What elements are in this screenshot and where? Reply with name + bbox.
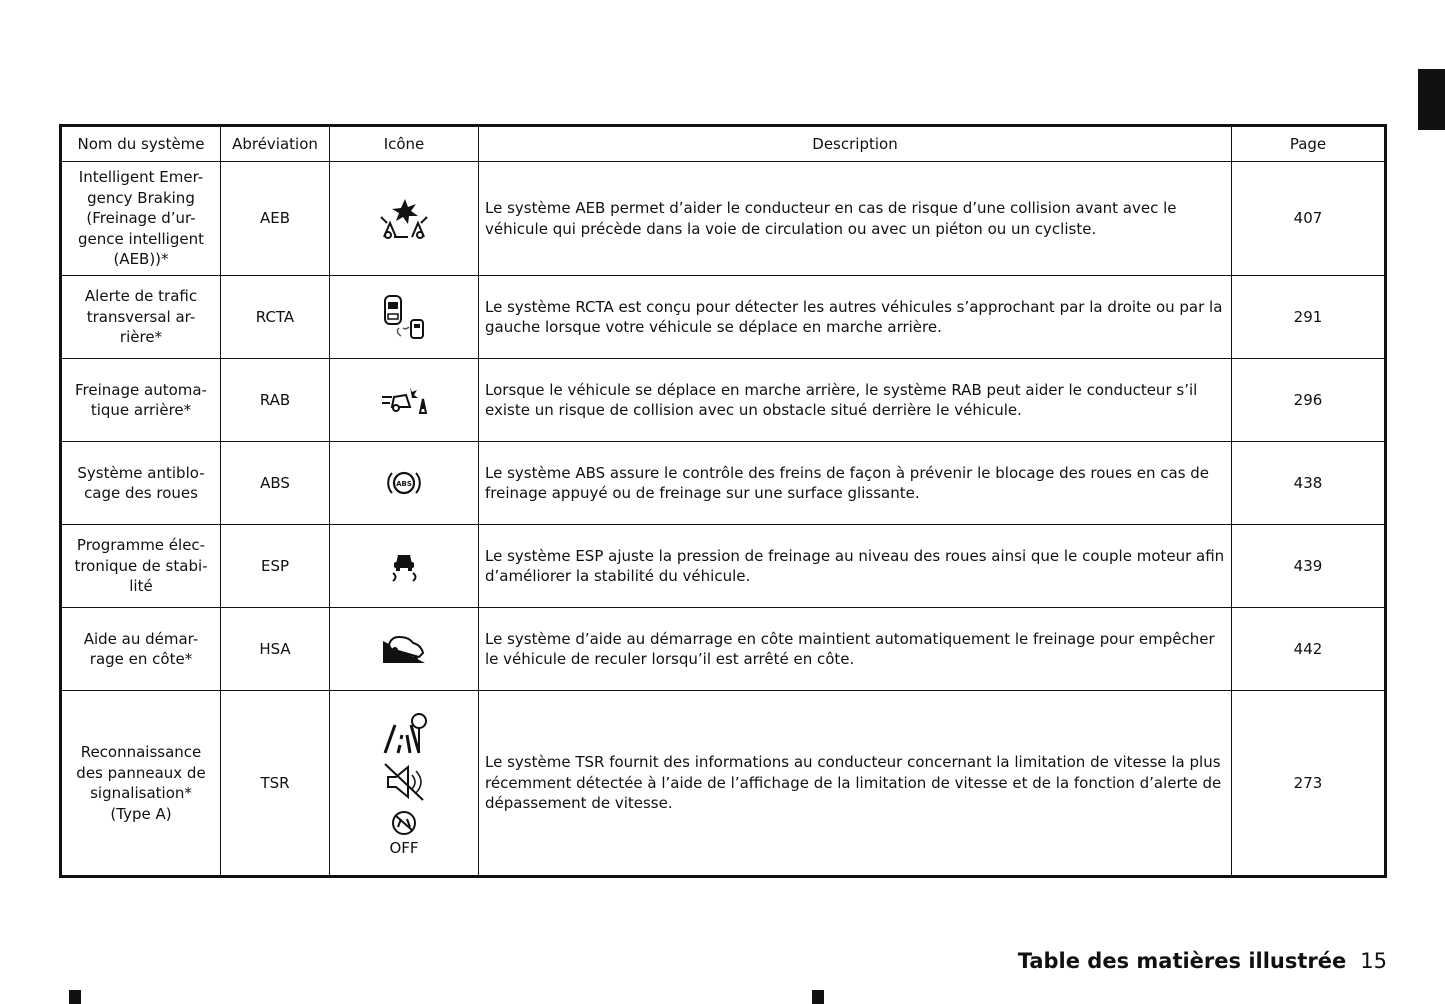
system-abbreviation: RAB (221, 359, 330, 442)
tsr-sign-icons (336, 711, 472, 855)
abs-icon (386, 467, 422, 499)
system-abbreviation: ESP (221, 525, 330, 608)
system-icon-cell (330, 691, 479, 877)
hill-start-icon (381, 633, 427, 665)
header-icon: Icône (330, 126, 479, 162)
system-name: Aide au démar- rage en côte* (61, 608, 221, 691)
footer-title: Table des matières illustrée (1017, 949, 1347, 973)
table-row (61, 162, 1386, 276)
system-page: 296 (1232, 359, 1386, 442)
system-icon-cell (330, 276, 479, 359)
footer-page-number: 15 (1360, 949, 1387, 973)
system-description: Le système ABS assure le contrôle des freins de façon à prévenir le blocage des roues en cas de freinage appuyé ou de freinage sur une surface glissante. (479, 442, 1232, 525)
system-icon-cell (330, 162, 479, 276)
system-page: 438 (1232, 442, 1386, 525)
header-page: Page (1232, 126, 1386, 162)
system-page: 273 (1232, 691, 1386, 877)
table-row (61, 276, 1386, 359)
system-page: 407 (1232, 162, 1386, 276)
system-icon-cell (330, 608, 479, 691)
system-abbreviation: RCTA (221, 276, 330, 359)
system-name: Reconnaissance des panneaux de signalisation* (Type A) (61, 691, 221, 877)
system-description: Le système AEB permet d’aider le conducteur en cas de risque d’une collision avant avec le véhicule qui précède dans la voie de circulation ou avec un piéton ou un cycliste. (479, 162, 1232, 276)
systems-table (59, 124, 1387, 878)
system-description: Le système ESP ajuste la pression de freinage au niveau des roues ainsi que le couple moteur afin d’améliorer la stabilité du véhicule. (479, 525, 1232, 608)
system-name: Freinage automa- tique arrière* (61, 359, 221, 442)
system-page: 439 (1232, 525, 1386, 608)
svg-text:ABS: ABS (396, 480, 412, 488)
system-description: Lorsque le véhicule se déplace en marche arrière, le système RAB peut aider le conducteur s’il existe un risque de collision avec un obstacle situé derrière le véhicule. (479, 359, 1232, 442)
table-header-row (61, 126, 1386, 162)
header-description: Description (479, 126, 1232, 162)
system-icon-cell (330, 359, 479, 442)
system-abbreviation: ABS (221, 442, 330, 525)
crop-mark-center (812, 990, 824, 1004)
system-name: Système antiblo- cage des roues (61, 442, 221, 525)
system-abbreviation: AEB (221, 162, 330, 276)
system-name: Programme élec- tronique de stabi- lité (61, 525, 221, 608)
system-name: Alerte de trafic transversal ar- rière* (61, 276, 221, 359)
table-row (61, 525, 1386, 608)
section-tab-marker (1418, 69, 1445, 130)
header-name: Nom du système (61, 126, 221, 162)
rab-rear-braking-icon (380, 385, 428, 415)
rcta-cross-traffic-icon (381, 294, 427, 340)
system-icon-cell (330, 525, 479, 608)
system-abbreviation: TSR (221, 691, 330, 877)
system-description: Le système RCTA est conçu pour détecter les autres véhicules s’approchant par la droite ou par la gauche lorsque votre véhicule se déplace en marche arrière. (479, 276, 1232, 359)
system-icon-cell (330, 442, 479, 525)
system-abbreviation: HSA (221, 608, 330, 691)
system-description: Le système TSR fournit des informations au conducteur concernant la limitation de vitesse la plus récemment détectée à l’aide de l’affichage de la limitation de vitesse et de la fonction d’alerte de dépassement de vitesse. (479, 691, 1232, 877)
road-sign-icon (381, 711, 427, 755)
off-label: OFF (389, 839, 419, 855)
system-page: 291 (1232, 276, 1386, 359)
system-description: Le système d’aide au démarrage en côte maintient automatiquement le freinage pour empêcher le véhicule de reculer lorsqu’il est arrêté en côte. (479, 608, 1232, 691)
system-name: Intelligent Emer- gency Braking (Freinage d’ur- gence intelligent (AEB))* (61, 162, 221, 276)
sign-off-icon (384, 809, 424, 855)
header-abbr: Abréviation (221, 126, 330, 162)
page-footer (1018, 949, 1387, 973)
system-page: 442 (1232, 608, 1386, 691)
crop-mark-left (69, 990, 81, 1004)
table-row (61, 608, 1386, 691)
aeb-collision-icon (378, 197, 430, 241)
table-row (61, 359, 1386, 442)
table-row (61, 691, 1386, 877)
sound-muted-icon (382, 761, 426, 803)
esp-skid-icon (389, 550, 419, 582)
table-row (61, 442, 1386, 525)
